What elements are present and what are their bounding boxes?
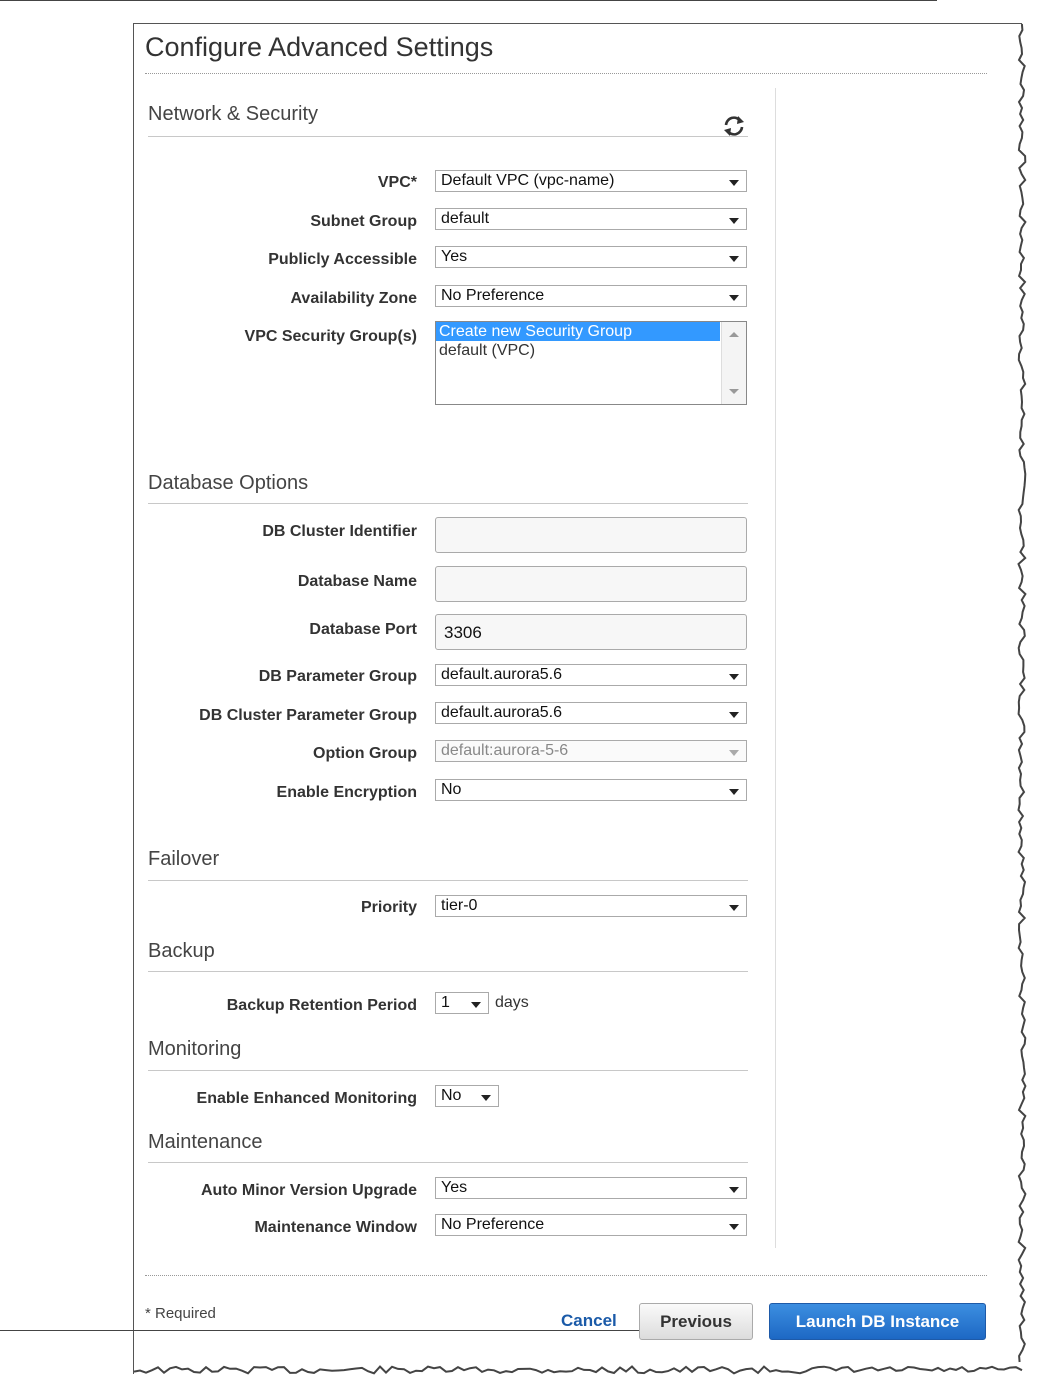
backup-retention-value: 1 xyxy=(441,994,450,1011)
cluster-parameter-group-select[interactable] xyxy=(435,702,747,724)
torn-bottom-edge xyxy=(134,1367,1022,1374)
enhanced-monitoring-select[interactable] xyxy=(435,1085,499,1107)
publicly-accessible-select[interactable] xyxy=(435,246,747,268)
chevron-down-icon xyxy=(481,1095,491,1101)
chevron-down-icon xyxy=(729,1187,739,1193)
side-divider xyxy=(775,88,776,1248)
db-parameter-group-label: DB Parameter Group xyxy=(258,668,417,685)
scroll-up-icon[interactable] xyxy=(729,332,739,337)
auto-upgrade-select[interactable] xyxy=(435,1177,747,1199)
encryption-label: Enable Encryption xyxy=(276,784,417,801)
section-rule xyxy=(148,503,748,504)
cancel-link[interactable]: Cancel xyxy=(561,1311,617,1330)
publicly-accessible-label: Publicly Accessible xyxy=(268,251,417,268)
vpc-select[interactable] xyxy=(435,170,747,192)
encryption-value: No xyxy=(441,781,462,798)
chevron-down-icon xyxy=(729,256,739,262)
scroll-down-icon[interactable] xyxy=(729,389,739,394)
auto-upgrade-label: Auto Minor Version Upgrade xyxy=(200,1182,417,1199)
chevron-down-icon xyxy=(471,1002,481,1008)
priority-value: tier-0 xyxy=(441,897,478,914)
title-divider xyxy=(145,73,987,74)
enhanced-monitoring-label: Enable Enhanced Monitoring xyxy=(196,1090,417,1107)
priority-select[interactable] xyxy=(435,895,747,917)
section-backup: Backup xyxy=(148,940,215,962)
security-group-option[interactable]: default (VPC) xyxy=(439,342,536,359)
maintenance-window-select[interactable] xyxy=(435,1214,747,1236)
enhanced-monitoring-value: No xyxy=(441,1087,462,1104)
chevron-down-icon xyxy=(729,295,739,301)
section-rule xyxy=(148,1162,748,1163)
chevron-down-icon xyxy=(729,218,739,224)
section-rule xyxy=(148,971,748,972)
listbox-scrollbar[interactable] xyxy=(721,322,746,404)
section-maintenance: Maintenance xyxy=(148,1131,263,1153)
publicly-accessible-value: Yes xyxy=(441,248,468,265)
section-rule xyxy=(148,136,748,137)
refresh-icon[interactable] xyxy=(721,114,747,138)
section-rule xyxy=(148,880,748,881)
cluster-identifier-input[interactable] xyxy=(435,517,747,553)
chevron-down-icon xyxy=(729,789,739,795)
database-name-input[interactable] xyxy=(435,566,747,602)
section-database-options: Database Options xyxy=(148,472,309,494)
db-parameter-group-value: default.aurora5.6 xyxy=(441,666,562,683)
subnet-group-select[interactable] xyxy=(435,208,747,230)
chevron-down-icon xyxy=(729,674,739,680)
chevron-down-icon xyxy=(729,905,739,911)
option-group-label: Option Group xyxy=(313,745,417,762)
availability-zone-select[interactable] xyxy=(435,285,747,307)
database-port-label: Database Port xyxy=(309,621,417,638)
cluster-parameter-group-value: default.aurora5.6 xyxy=(441,704,562,721)
required-note: * Required xyxy=(145,1305,216,1322)
availability-zone-value: No Preference xyxy=(441,287,545,304)
chevron-down-icon xyxy=(729,750,739,756)
footer-divider xyxy=(145,1275,987,1276)
launch-db-instance-button[interactable]: Launch DB Instance xyxy=(769,1303,986,1340)
backup-retention-label: Backup Retention Period xyxy=(226,997,417,1014)
database-port-input[interactable]: 3306 xyxy=(435,614,747,650)
subnet-group-label: Subnet Group xyxy=(310,213,417,230)
previous-button[interactable]: Previous xyxy=(639,1303,753,1340)
vpc-select-value: Default VPC (vpc-name) xyxy=(441,172,615,189)
security-group-option[interactable]: Create new Security Group xyxy=(436,322,720,341)
maintenance-window-label: Maintenance Window xyxy=(254,1219,417,1236)
availability-zone-label: Availability Zone xyxy=(290,290,417,307)
top-border-line xyxy=(0,0,937,1)
chevron-down-icon xyxy=(729,712,739,718)
section-rule xyxy=(148,1070,748,1071)
cluster-parameter-group-label: DB Cluster Parameter Group xyxy=(199,707,417,724)
db-parameter-group-select[interactable] xyxy=(435,664,747,686)
page-title: Configure Advanced Settings xyxy=(145,32,494,62)
option-group-value: default:aurora-5-6 xyxy=(441,742,569,759)
security-groups-listbox[interactable] xyxy=(435,321,747,405)
chevron-down-icon xyxy=(729,1224,739,1230)
auto-upgrade-value: Yes xyxy=(441,1179,468,1196)
option-group-select xyxy=(435,740,747,762)
cluster-identifier-label: DB Cluster Identifier xyxy=(262,523,417,540)
priority-label: Priority xyxy=(360,899,417,916)
backup-retention-select[interactable] xyxy=(435,992,489,1014)
security-groups-label: VPC Security Group(s) xyxy=(244,328,417,345)
vpc-label: VPC* xyxy=(377,174,417,191)
chevron-down-icon xyxy=(729,180,739,186)
section-monitoring: Monitoring xyxy=(148,1038,242,1060)
bottom-border-line xyxy=(0,1330,750,1331)
subnet-group-value: default xyxy=(441,210,490,227)
database-name-label: Database Name xyxy=(297,573,417,590)
section-network-security: Network & Security xyxy=(148,103,319,125)
maintenance-window-value: No Preference xyxy=(441,1216,545,1233)
encryption-select[interactable] xyxy=(435,779,747,801)
torn-right-edge xyxy=(1019,24,1026,1362)
retention-unit: days xyxy=(495,994,529,1011)
section-failover: Failover xyxy=(148,848,220,870)
